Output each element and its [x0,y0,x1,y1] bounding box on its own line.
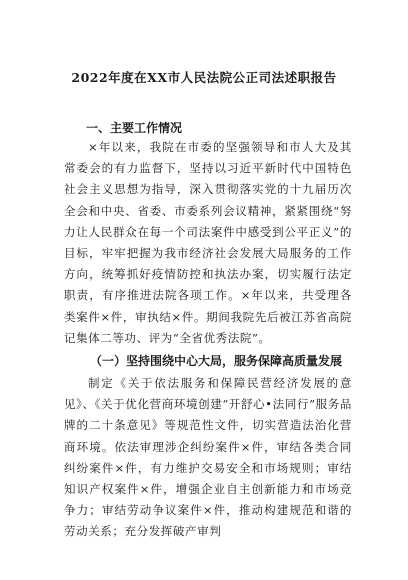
body-paragraph: 制定《关于依法服务和保障民营经济发展的意见》、《关于优化营商环境创建“开舒心•法同行”服务品牌的二十条意见》等规范性文件，切实营造法治化营商环境。依法审理涉企纠纷案件×件，审结各类合同纠纷案件×件，有力维护交易安全和市场规则；审结知识产权案件×件，增强企业自主创新能力和市场竞争力；审结劳动争议案件×件，推动构建规范和谐的劳动关系；充分发挥破产审判 [64,376,352,539]
body-paragraph: ×年以来，我院在市委的坚强领导和市人大及其常委会的有力监督下，坚持以习近平新时代中国特色社会主义思想为指导，深入贯彻落实党的十九届历次全会和中央、省委、市委系列会议精神，紧紧围绕“努力让人民群众在每一个司法案件中感受到公平正义”的目标，牢牢把握为我市经济社会发展大局服务的工作方向，统筹抓好疫情防控和执法办案，切实履行法定职责，有序推进法院各项工作。×年以来，共受理各类案件×件，审执结×件。期间我院先后被江苏省高院记集体二等功、评为“全省优秀法院”。 [64,140,352,345]
section-heading: 一、主要工作情况 [86,121,183,135]
subsection-heading: （一）坚持围绕中心大局，服务保障高质量发展 [90,354,343,368]
document-title: 2022年度在XX市人民法院公正司法述职报告 [71,70,337,85]
